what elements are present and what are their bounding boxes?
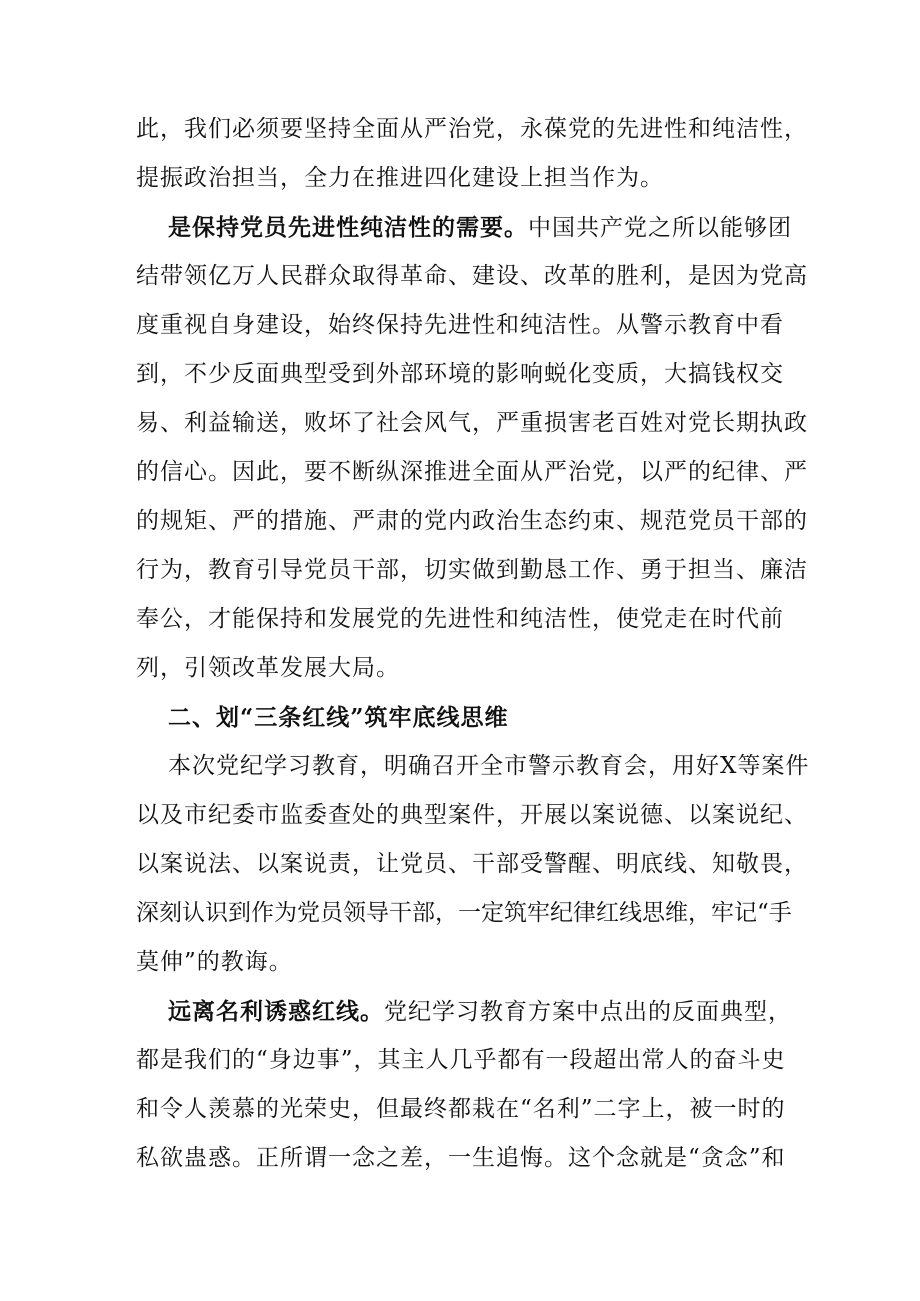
bold-lead-phrase: 是保持党员先进性纯洁性的需要。: [168, 214, 528, 241]
paragraph-line: [136, 105, 808, 154]
paragraph-line: [136, 203, 792, 252]
text-run: 莫伸”的教诲。: [136, 949, 293, 975]
text-run: 本次党纪学习教育，明确召开全市警示教育会，用好X等案件: [168, 753, 810, 779]
paragraph-line: [136, 1134, 786, 1183]
text-run: 中国共产党之所以能够团: [528, 215, 792, 241]
paragraph-line: [136, 497, 808, 546]
paragraph-line: [136, 350, 786, 399]
paragraph-line: [136, 791, 808, 840]
text-run: 列，引领改革发展大局。: [136, 655, 400, 681]
text-run: 都是我们的“身边事”，其主人几乎都有一段超出常人的奋斗史: [136, 1047, 786, 1073]
paragraph-line: [136, 742, 810, 791]
paragraph-line: [136, 938, 786, 987]
paragraph-line: [136, 399, 808, 448]
section-heading: [136, 693, 786, 742]
text-run: 此，我们必须要坚持全面从严治党，永葆党的先进性和纯洁性，: [136, 116, 808, 142]
document-page: [136, 105, 810, 1183]
heading-text: 二、划“三条红线”筑牢底线思维: [168, 704, 509, 731]
text-run: 深刻认识到作为党员领导干部，一定筑牢纪律红线思维，牢记“手: [136, 900, 792, 926]
text-run: 的规矩、严的措施、严肃的党内政治生态约束、规范党员干部的: [136, 508, 808, 534]
paragraph-line: [136, 546, 808, 595]
paragraph-line: [136, 595, 786, 644]
paragraph-line: [136, 301, 786, 350]
paragraph-line: [136, 987, 792, 1036]
paragraph-line: [136, 1085, 786, 1134]
bold-lead-phrase: 远离名利诱惑红线。: [168, 998, 384, 1025]
paragraph-line: [136, 889, 792, 938]
text-run: 奉公，才能保持和发展党的先进性和纯洁性，使党走在时代前: [136, 606, 784, 632]
text-run: 的信心。因此，要不断纵深推进全面从严治党，以严的纪律、严: [136, 459, 808, 485]
text-run: 私欲蛊惑。正所谓一念之差，一生追悔。这个念就是“贪念”和: [136, 1145, 786, 1171]
paragraph-line: [136, 840, 808, 889]
paragraph-line: [136, 154, 786, 203]
text-run: 结带领亿万人民群众取得革命、建设、改革的胜利，是因为党高: [136, 263, 808, 289]
text-run: 党纪学习教育方案中点出的反面典型，: [384, 999, 792, 1025]
paragraph-line: [136, 644, 786, 693]
paragraph-line: [136, 1036, 786, 1085]
text-run: 易、利益输送，败坏了社会风气，严重损害老百姓对党长期执政: [136, 410, 808, 436]
text-run: 和令人羡慕的光荣史，但最终都栽在“名利”二字上，被一时的: [136, 1096, 786, 1122]
text-run: 以案说法、以案说责，让党员、干部受警醒、明底线、知敬畏，: [136, 851, 808, 877]
text-run: 行为，教育引导党员干部，切实做到勤恳工作、勇于担当、廉洁: [136, 557, 808, 583]
text-run: 以及市纪委市监委查处的典型案件，开展以案说德、以案说纪、: [136, 802, 808, 828]
text-run: 到，不少反面典型受到外部环境的影响蜕化变质，大搞钱权交: [136, 361, 784, 387]
paragraph-line: [136, 252, 808, 301]
text-run: 提振政治担当，全力在推进四化建设上担当作为。: [136, 165, 664, 191]
paragraph-line: [136, 448, 808, 497]
text-run: 度重视自身建设，始终保持先进性和纯洁性。从警示教育中看: [136, 312, 784, 338]
